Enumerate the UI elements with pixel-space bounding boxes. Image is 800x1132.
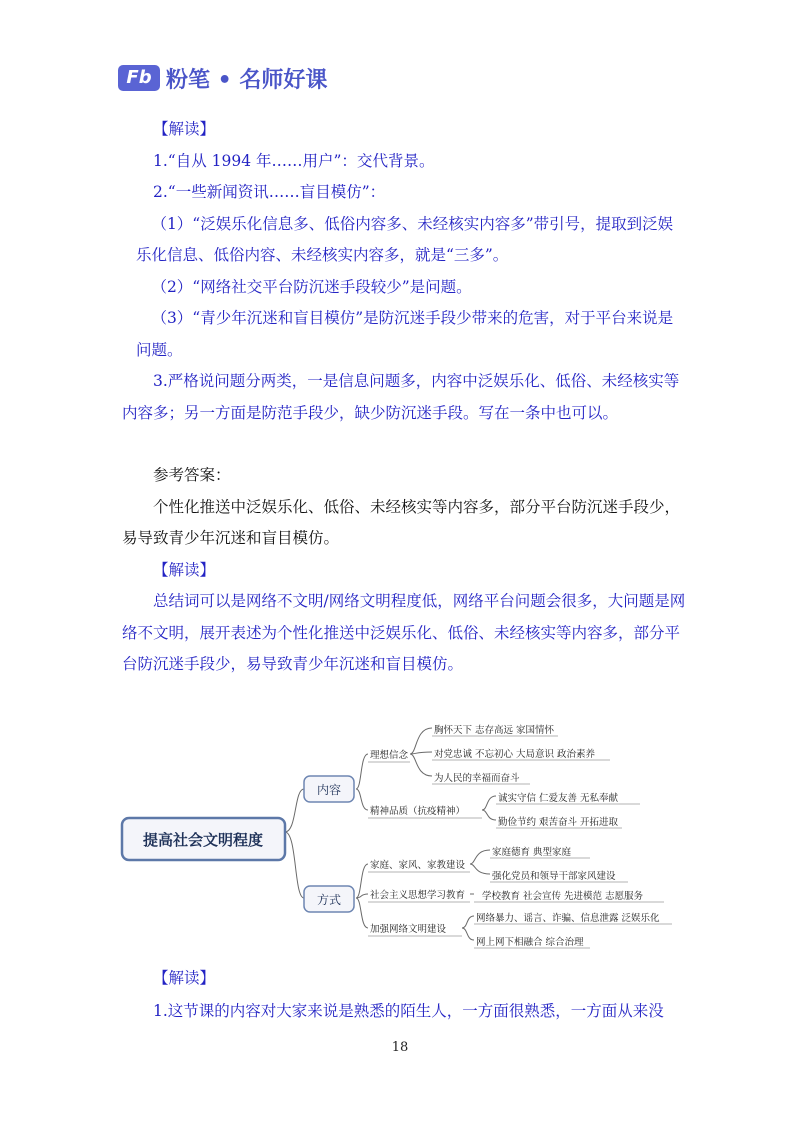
- root-node: [122, 818, 285, 860]
- leaf-a2: 对党忠诚 不忘初心 大局意识 政治素养: [434, 749, 596, 760]
- section1-jiedu: 【解读】: [153, 120, 216, 138]
- section1-line1: 1.“自从 1994 年……用户”：交代背景。: [153, 151, 435, 170]
- node-jingshen: 精神品质（抗疫精神）: [370, 806, 466, 817]
- leaf-a3: 为人民的幸福而奋斗: [434, 773, 520, 784]
- leaf-e1: 网络暴力、谣言、诈骗、信息泄露 泛娱乐化: [476, 913, 660, 924]
- section1-line4: （2）“网络社交平台防沉迷手段较少”是问题。: [151, 277, 472, 296]
- leaf-d1: 学校教育 社会宣传 先进模范 志愿服务: [482, 891, 644, 902]
- root-label: 提高社会文明程度: [142, 831, 264, 849]
- section1-line6: 3.严格说问题分两类，一是信息问题多，内容中泛娱乐化、低俗、未经核实等内容多；另一方面是防范手段少，缺少防沉迷手段。写在一条中也可以。: [122, 372, 680, 422]
- node-fangshi: [304, 886, 354, 912]
- leaf-c1: 家庭德育 典型家庭: [492, 847, 572, 858]
- brand-name: 粉笔 • 名师好课: [166, 67, 328, 93]
- node-neirong: [304, 776, 354, 802]
- section1-line5: （3）“青少年沉迷和盲目模仿”是防沉迷手段少带来的危害，对于平台来说是问题。: [135, 309, 674, 359]
- section2-text: 总结词可以是网络不文明/网络文明程度低，网络平台问题会很多，大问题是网络不文明，展开表述为个性化推送中泛娱乐化、低俗、未经核实等内容多，部分平台防沉迷手段少，易导致青少年沉迷和盲目模仿。: [122, 592, 686, 673]
- section1-line3: （1）“泛娱乐化信息多、低俗内容多、未经核实内容多”带引号，提取到泛娱乐化信息、低俗内容、未经核实内容多，就是“三多”。: [135, 214, 674, 264]
- brand-logo: [118, 62, 327, 94]
- section3: [122, 962, 688, 1028]
- mind-map: [112, 714, 682, 950]
- page-number: 18: [391, 1040, 409, 1055]
- logo-mark: Fb: [118, 65, 160, 91]
- node-fangshi-label: 方式: [316, 893, 342, 907]
- answer-label: 参考答案：: [153, 466, 231, 484]
- main-content: [122, 114, 688, 681]
- node-wangluo: 加强网络文明建设: [370, 924, 447, 935]
- node-shehui: 社会主义思想学习教育: [370, 890, 466, 901]
- leaf-b2: 勤俭节约 艰苦奋斗 开拓进取: [498, 817, 619, 828]
- leaf-c2: 强化党员和领导干部家风建设: [492, 871, 616, 882]
- section2-jiedu: 【解读】: [153, 560, 216, 579]
- leaf-b1: 诚实守信 仁爱友善 无私奉献: [498, 793, 619, 804]
- leaf-e2: 网上网下相融合 综合治理: [476, 937, 584, 948]
- section3-jiedu: 【解读】: [153, 969, 216, 987]
- node-neirong-label: 内容: [316, 783, 342, 797]
- section3-line1: 1.这节课的内容对大家来说是熟悉的陌生人，一方面很熟悉，一方面从来没: [153, 1002, 664, 1020]
- section1-line2: 2.“一些新闻资讯……盲目模仿”：: [153, 183, 386, 201]
- answer-text: 个性化推送中泛娱乐化、低俗、未经核实等内容多，部分平台防沉迷手段少，易导致青少年沉迷和盲目模仿。: [122, 497, 681, 547]
- leaf-a1: 胸怀天下 志存高远 家国情怀: [434, 725, 555, 736]
- node-jiating: 家庭、家风、家教建设: [370, 860, 466, 871]
- node-lixiang: 理想信念: [370, 750, 409, 761]
